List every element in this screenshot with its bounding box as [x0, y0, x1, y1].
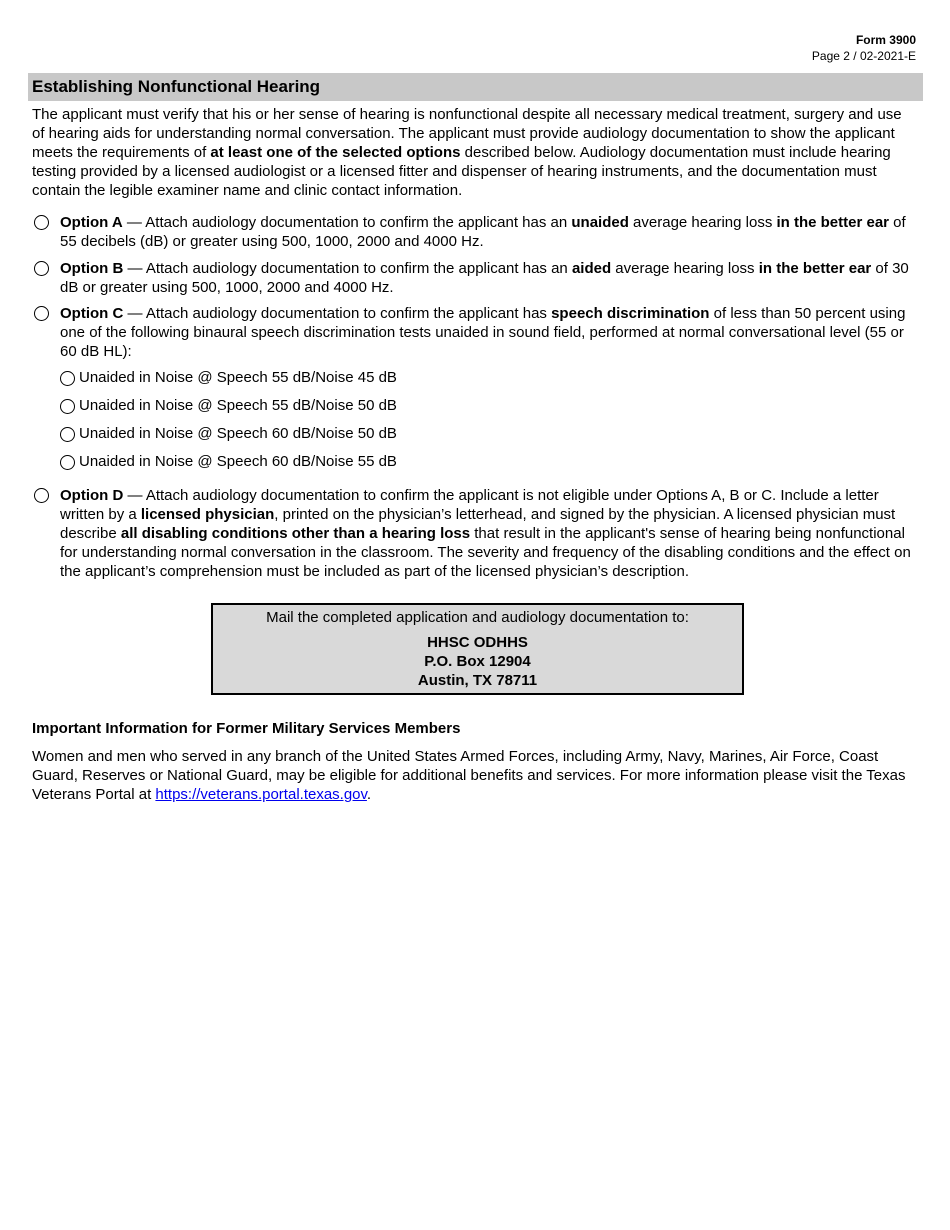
mailing-address-box — [211, 603, 744, 695]
option-a-label: Option A — [60, 214, 123, 231]
intro-paragraph — [32, 105, 914, 200]
option-c-text — [60, 304, 914, 361]
option-d-t2: , printed on the physician’s letterhead, and signed by the physician. A licensed physician must describe — [60, 506, 896, 542]
option-b-b1: aided — [571, 260, 612, 277]
military-paragraph — [32, 747, 917, 804]
option-d-radio[interactable] — [34, 488, 49, 503]
option-c-t2: of less than 50 percent using one of the following binaural speech discrimination tests unaided in sound field, performed at normal conversational level (55 or 60 dB HL): — [60, 305, 906, 360]
military-text: Women and men who served in any branch of the United States Armed Forces, including Army, Navy, Marines, Air Force, Coast Guard, Reserves or National Guard, may be eligible for additional benefits and services. For more information please visit the Texas Veterans Portal at — [32, 748, 906, 803]
option-d-t3: that result in the applicant's sense of hearing being nonfunctional for understanding normal conversation in the classroom. The severity and frequency of the disabling conditions and the effect on the applicant’s comprehension must be included as part of the licensed physician’s description. — [60, 525, 911, 580]
option-a-radio[interactable] — [34, 215, 49, 230]
intro-bold: at least one of the selected options — [210, 144, 461, 161]
form-number: Form 3900 — [855, 33, 916, 47]
mail-address-line-1: HHSC ODHHS — [427, 634, 528, 651]
mail-address-line-2: P.O. Box 12904 — [424, 653, 531, 670]
option-b-b2: in the better ear — [758, 260, 872, 277]
intro-text-1: The applicant must verify that his or her sense of hearing is nonfunctional despite all necessary medical treatment, surgery and use of hearing aids for understanding normal conversation. The applicant must provide audiology documentation to show the applicant meets the requirements of — [32, 106, 902, 161]
option-a-b1: unaided — [571, 214, 629, 231]
option-c-sub-4-radio[interactable] — [60, 455, 75, 470]
option-b-text — [60, 259, 914, 297]
intro-text-2: described below. Audiology documentation must include hearing testing provided by a licensed audiologist or a licensed fitter and dispenser of hearing instruments, and the documentation must contain the legible examiner name and clinic contact information. — [32, 144, 891, 199]
option-d-b2: all disabling conditions other than a hearing loss — [120, 525, 471, 542]
option-c-sub-3-label: Unaided in Noise @ Speech 60 dB/Noise 50 dB — [79, 425, 397, 442]
option-d-t1: — Attach audiology documentation to confirm the applicant is not eligible under Options A, B or C. Include a letter written by a — [60, 487, 879, 523]
option-b-t1: — Attach audiology documentation to confirm the applicant has an — [123, 260, 572, 277]
option-c-radio[interactable] — [34, 306, 49, 321]
option-b-t2: average hearing loss — [611, 260, 759, 277]
option-a — [32, 213, 914, 251]
page-info: Page 2 / 02-2021-E — [811, 49, 916, 63]
military-heading: Important Information for Former Military Services Members — [32, 720, 461, 737]
option-a-t2: average hearing loss — [628, 214, 777, 231]
option-a-t1: — Attach audiology documentation to confirm the applicant has an — [122, 214, 572, 231]
option-a-t3: of 55 decibels (dB) or greater using 500, 1000, 2000 and 4000 Hz. — [60, 214, 906, 250]
option-c-sub-2-label: Unaided in Noise @ Speech 55 dB/Noise 50 dB — [79, 397, 397, 414]
option-c-label: Option C — [60, 305, 124, 322]
option-d — [32, 486, 914, 581]
option-d-text — [60, 486, 914, 581]
option-c-sub-2-radio[interactable] — [60, 399, 75, 414]
option-c-b1: speech discrimination — [551, 305, 710, 322]
option-b-t3: of 30 dB or greater using 500, 1000, 2000 and 4000 Hz. — [60, 260, 909, 296]
option-c — [32, 304, 914, 361]
option-a-text — [60, 213, 914, 251]
option-d-b1: licensed physician — [140, 506, 275, 523]
option-b — [32, 259, 914, 297]
military-text-end: . — [366, 786, 372, 803]
form-header — [812, 32, 916, 64]
section-title: Establishing Nonfunctional Hearing — [32, 77, 321, 96]
section-header-bar — [28, 73, 923, 101]
option-c-sub-4-label: Unaided in Noise @ Speech 60 dB/Noise 55 dB — [79, 453, 397, 470]
option-c-sub-1-label: Unaided in Noise @ Speech 55 dB/Noise 45 dB — [79, 369, 397, 386]
option-c-t1: — Attach audiology documentation to confirm the applicant has — [123, 305, 552, 322]
option-c-sub-1-radio[interactable] — [60, 371, 75, 386]
option-a-b2: in the better ear — [776, 214, 890, 231]
mail-address-line-3: Austin, TX 78711 — [417, 672, 538, 689]
option-d-label: Option D — [60, 487, 124, 504]
option-b-radio[interactable] — [34, 261, 49, 276]
veterans-portal-link[interactable]: https://veterans.portal.texas.gov — [155, 786, 367, 803]
option-b-label: Option B — [60, 260, 124, 277]
mail-instruction: Mail the completed application and audiology documentation to: — [266, 609, 689, 626]
option-c-sub-3-radio[interactable] — [60, 427, 75, 442]
